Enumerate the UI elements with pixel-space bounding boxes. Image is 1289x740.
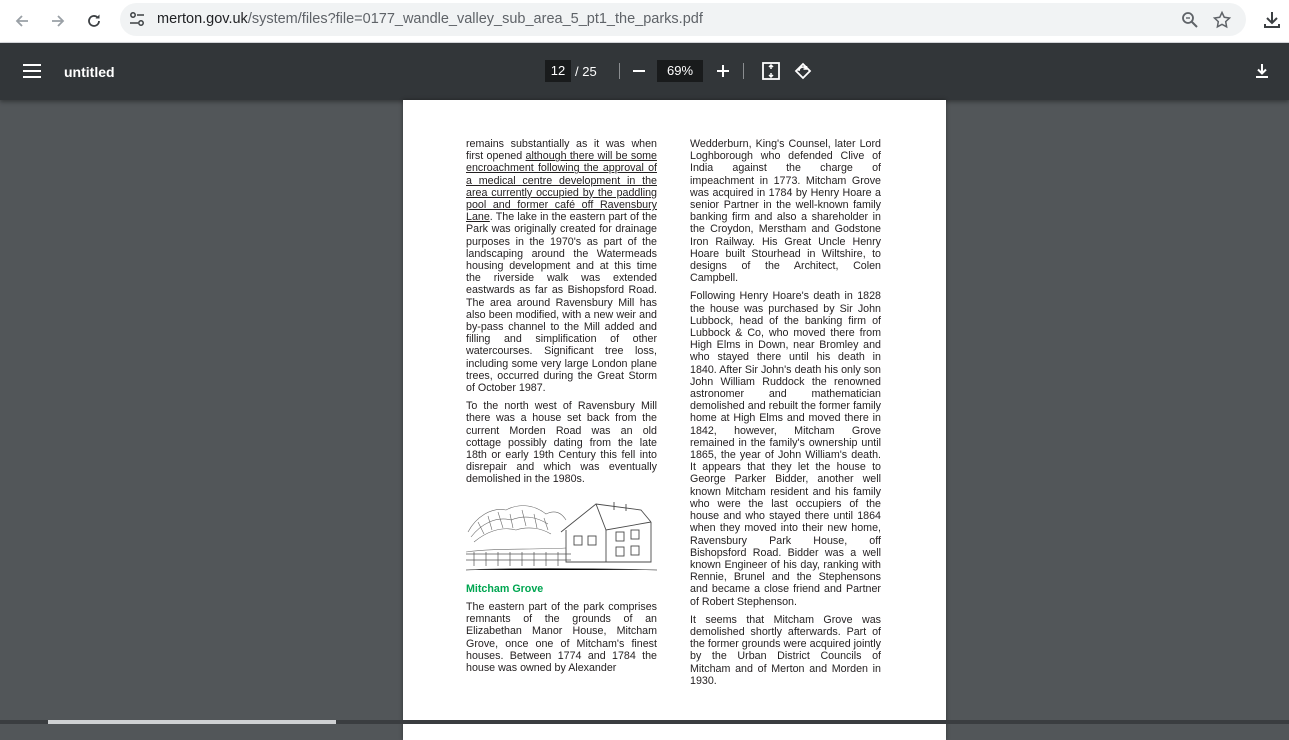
scrollbar-thumb[interactable] — [48, 720, 336, 724]
rotate-icon[interactable] — [793, 61, 813, 81]
pdf-page — [403, 100, 946, 740]
download-icon[interactable] — [1253, 62, 1271, 80]
paragraph — [466, 138, 657, 394]
browser-toolbar — [0, 0, 1289, 43]
zoom-out-icon[interactable] — [629, 61, 649, 81]
text-column-right — [690, 138, 881, 693]
paragraph: It seems that Mitcham Grove was demolished shortly afterwards. Part of the former grounds were acquired jointly by the Urban District Councils of Mitcham and of Merton and Morden in 1930. — [690, 613, 881, 687]
url-path: /system/files?file=0177_wandle_valley_sub_area_5_pt1_the_parks.pdf — [247, 11, 703, 27]
url-text[interactable] — [157, 11, 703, 27]
page-number-input[interactable]: 12 — [545, 60, 571, 82]
site-settings-icon[interactable] — [128, 10, 146, 28]
document-title: untitled — [64, 64, 115, 80]
zoom-input[interactable]: 69% — [657, 60, 703, 82]
image-caption: Mitcham Grove — [466, 582, 544, 595]
page-total: / 25 — [575, 64, 597, 79]
underlined-text: although there will be some encroachment following the approval of a medical centre development in the area currently occupied by the paddling pool and former café off Ravensbury Lane — [466, 150, 657, 224]
zoom-magnifier-icon[interactable] — [1180, 10, 1200, 30]
text-column-left — [466, 138, 657, 680]
url-domain: merton.gov.uk — [157, 11, 248, 27]
fit-page-icon[interactable] — [761, 61, 781, 81]
forward-arrow-icon[interactable] — [45, 8, 71, 34]
mitcham-grove-sketch — [466, 492, 657, 577]
download-icon[interactable] — [1260, 8, 1284, 32]
toolbar-divider — [619, 63, 620, 79]
pdf-toolbar — [0, 43, 1289, 100]
toolbar-divider — [743, 63, 744, 79]
paragraph-text: . The lake in the eastern part of the Park was originally created for drainage purposes in the 1970's as part of the landscaping around the Watermeads housing development and at this time the riverside walk was extended eastwards as far as Bishopsford Road. The area around Ravensbury Mill has also been modified, with a new weir and by-pass channel to the Mill added and filling and simplification of other watercourses. Significant tree loss, including some very large London plane trees, occurred during the Great Storm of October 1987. — [466, 211, 657, 395]
hamburger-menu-icon[interactable] — [23, 64, 41, 78]
bookmark-star-icon[interactable] — [1212, 10, 1232, 30]
paragraph: Wedderburn, King's Counsel, later Lord Loghborough who defended Clive of India against the charge of impeachment in 1773. Mitcham Grove was acquired in 1784 by Henry Hoare a senior Partner in the well-known family banking firm and also a shareholder in the Croydon, Merstham and Godstone Iron Railway. His Great Uncle Henry Hoare built Stourhead in Wiltshire, to designs of the Architect, Colen Campbell. — [690, 138, 881, 285]
zoom-in-icon[interactable] — [713, 61, 733, 81]
back-arrow-icon[interactable] — [9, 8, 35, 34]
address-bar[interactable] — [120, 3, 1246, 36]
paragraph: Following Henry Hoare's death in 1828 the house was purchased by Sir John Lubbock, head of the banking firm of Lubbock & Co, who moved there from High Elms in Down, near Bromley and who stayed there until his death in 1840. After Sir John's death his only son John William Ruddock the renowned astronomer and mathematician demolished and rebuilt the former family home at High Elms and moved there in 1842, however, Mitcham Grove remained in the family's ownership until 1865, the year of John William's death. It appears that they let the house to George Parker Bidder, another well known Mitcham resident and his family who were the last occupiers of the house and who stayed there until 1864 when they moved into their new home, Ravensbury Park House, off Bishopsford Road. Bidder was a well known Engineer of his day, ranking with Rennie, Brunel and the Stephensons and became a close friend and Partner of Robert Stephenson. — [690, 290, 881, 608]
paragraph-text: remains substantially as it was when first opened — [466, 138, 657, 163]
reload-icon[interactable] — [81, 8, 107, 34]
paragraph: To the north west of Ravensbury Mill there was a house set back from the current Morden Road was an old cottage possibly dating from the late 18th or early 19th Century this fell into disrepair and which was eventually demolished in the 1980s. — [466, 400, 657, 486]
paragraph: The eastern part of the park comprises remnants of the grounds of an Elizabethan Manor House, Mitcham Grove, once one of Mitcham's finest houses. Between 1774 and 1784 the house was owned by Alexander — [466, 600, 657, 674]
